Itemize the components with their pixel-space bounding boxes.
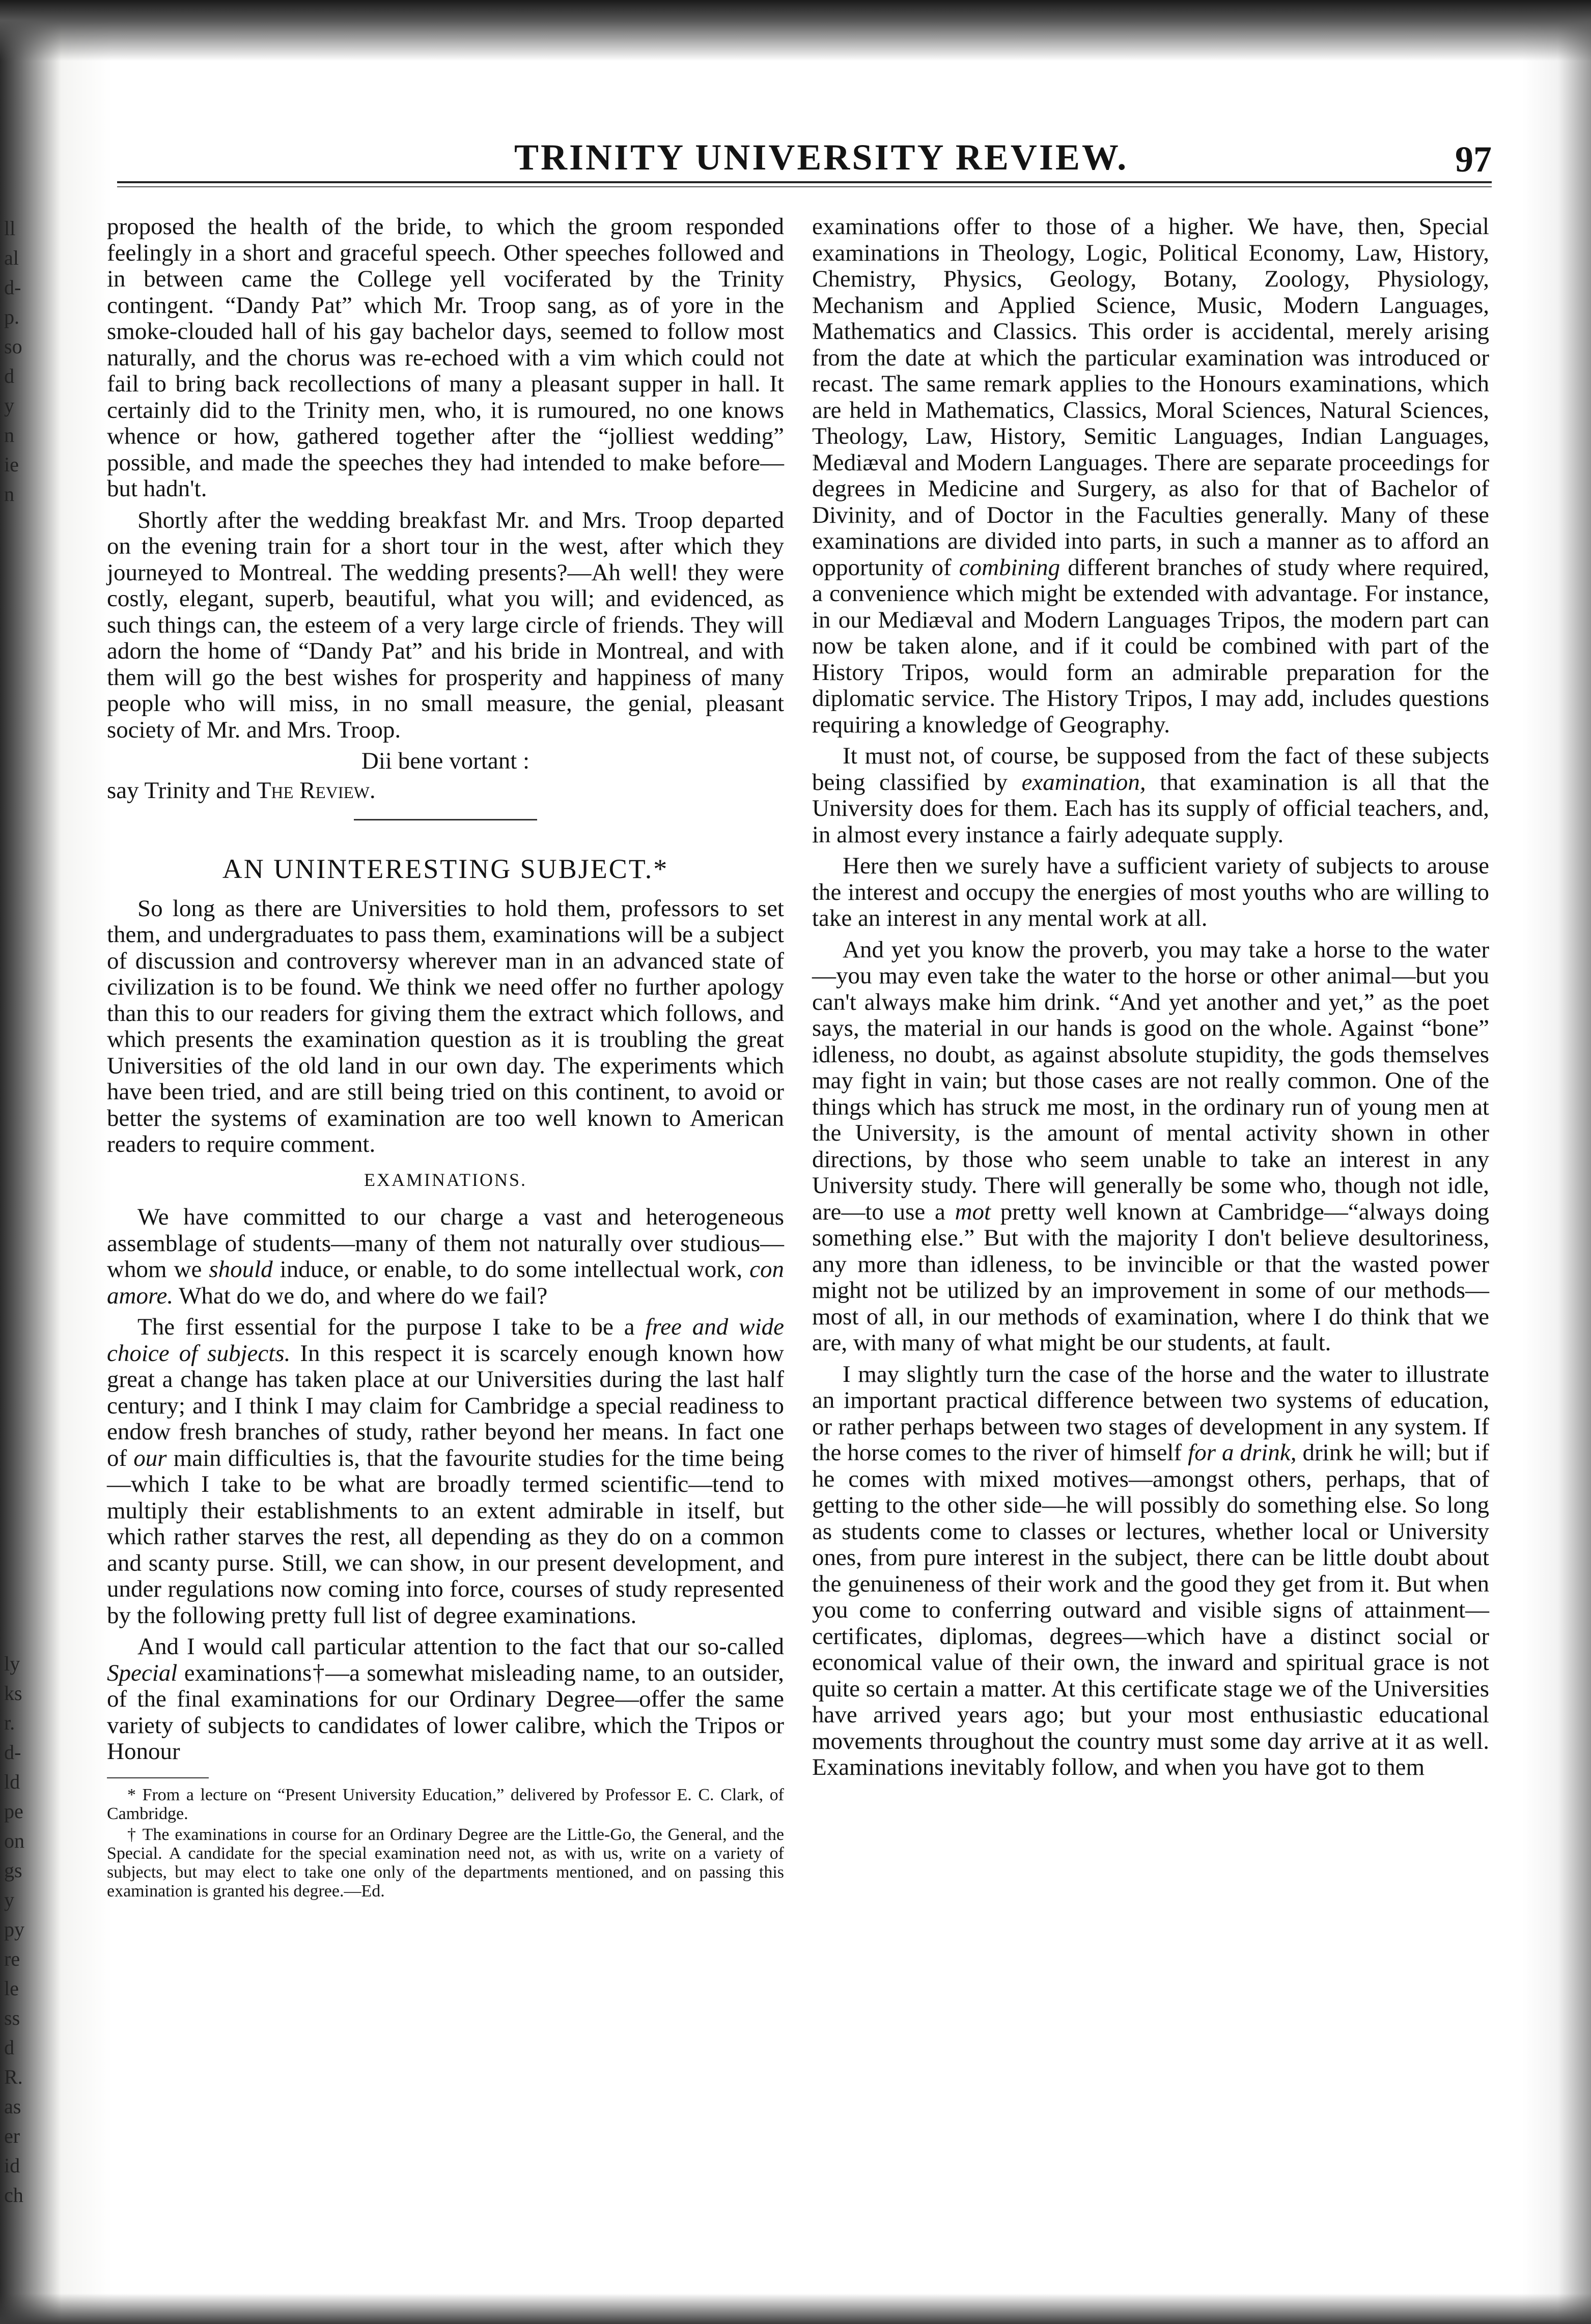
margin-fragment: y [4,394,14,417]
margin-fragment: n [4,483,14,505]
margin-fragment: id [4,2154,20,2177]
margin-fragment: d [4,364,14,387]
article-title: AN UNINTERESTING SUBJECT.* [222,854,669,884]
running-header [117,131,1492,187]
page-top-shadow [0,0,1591,61]
header-rule [117,181,1492,187]
margin-fragment: al [4,246,19,269]
margin-fragment: r. [4,1711,15,1734]
margin-fragment: er [4,2124,20,2147]
margin-fragment: re [4,1947,20,1970]
margin-fragment: on [4,1829,24,1852]
margin-fragment: pe [4,1800,23,1823]
wedding-paragraph-2: Shortly after the wedding breakfast Mr. and Mrs. Troop departed on the evening train for a short tour in the west, after which they journeyed to Montreal. The wedding presents?—Ah well! they were costly, elegant, superb, beautiful, what you will; and evidenced, as such things can, the esteem of a very large circle of friends. They will adorn the home of “Dandy Pat” and his bride in Montreal, and with them will go the best wishes for prosperity and happiness of many people who will miss, in no small measure, the genial, pleasant society of Mr. and Mrs. Troop. [107,506,784,743]
footnotes [107,1785,784,1901]
margin-fragment: d- [4,1741,21,1764]
margin-fragment: ly [4,1652,20,1675]
section-divider [354,819,537,820]
margin-fragment: so [4,335,22,358]
margin-fragment: p. [4,305,19,328]
examinations-paragraph-1: We have committed to our charge a vast and heterogeneous assemblage of students—many of them not naturally over studious—whom we should induce, or enable, to do some intellectual work, con amore. What do we do, and where do we fail? [107,1204,784,1309]
signoff-line [107,778,784,804]
margin-fragment: ss [4,2006,20,2029]
subheading-examinations: EXAMINATIONS. [364,1169,527,1190]
margin-fragment: y [4,1888,14,1911]
margin-fragment: ie [4,453,19,476]
journal-title: TRINITY UNIVERSITY REVIEW. [514,137,1129,178]
latin-motto: Dii bene vortant : [361,748,530,774]
margin-fragment: le [4,1977,19,2000]
left-column [107,214,784,1903]
article-intro: So long as there are Universities to hold them, professors to set them, and undergraduates to pass them, examinations will be a subject of discussion and controversy wherever man in an advanced state of civilization is to be found. We think we need offer no further apology than this to our readers for giving them the extract which follows, and which presents the examination question as it is troubling the great Universities of the old land in our own day. The experiments which have been tried, and are still being tried on this continent, to avoid or better the systems of examination are too well known to American readers to require comment. [107,895,784,1157]
right-paragraph-2: It must not, of course, be supposed from the fact of these subjects being classified by examination, that examination is all that the University does for them. Each has its supply of official teachers, and, in almost every instance a fairly adequate supply. [812,743,1489,848]
margin-fragment: ld [4,1770,20,1793]
margin-fragment: gs [4,1859,22,1882]
examinations-paragraph-2: The first essential for the purpose I take to be a free and wide choice of subjects. In this respect it is scarcely enough known how great a change has taken place at our Universities during the last half century; and I think I may claim for Cambridge a special readiness to endow fresh branches of study, rather beyond her means. In fact one of our main difficulties is, that the favourite studies for the time being—which I take to be what are broadly termed scientific—tend to multiply their establishments to an extent admirable in itself, but which rather starves the rest, all depending as they do on a common and scanty purse. Still, we can show, in our present development, and under regulations now coming into force, courses of study represented by the following pretty full list of degree examinations. [107,1314,784,1629]
footnote-lecture-source: * From a lecture on “Present University Education,” delivered by Professor E. C. Clark, of Cambridge. [107,1785,784,1823]
margin-fragments-top [4,214,24,509]
margin-fragment: ll [4,217,16,240]
page-bottom-shadow [0,2293,1591,2324]
footnote-ordinary-degree: † The examinations in course for an Ordinary Degree are the Little-Go, the General, and the Special. A candidate for the special examination need not, as with us, write on a variety of subjects, but may elect to take one only of the departments mentioned, and on passing this examination is granted his degree.—Ed. [107,1825,784,1901]
signoff-review: The Review. [256,777,376,804]
wedding-paragraph-1: proposed the health of the bride, to which the groom responded feelingly in a short and graceful speech. Other speeches followed and in between came the College yell vociferated by the Trinity contingent. “Dandy Pat” which Mr. Troop sang, as of yore in the smoke-clouded hall of his gay bachelor days, seemed to follow most naturally, and the chorus was re-echoed with a vim which could not fail to bring back recollections of many a pleasant supper in hall. It certainly did to the Trinity men, who, it is rumoured, no one knows whence or how, gathered together after the “jolliest wedding” possible, and made the speeches they had intended to make before—but hadn't. [107,213,784,502]
margin-fragment: d- [4,276,21,299]
margin-fragment: n [4,423,14,446]
right-paragraph-4: And yet you know the proverb, you may take a horse to the water—you may even take the water to the horse or other animal—but you can't always make him drink. “And yet another and yet,” as the poet says, the material in our hands is good on the whole. Against “bone” idleness, no doubt, as against absolute stupidity, the gods themselves may fight in vain; but those cases are not really common. One of the things which has struck me most, in the ordinary run of young men at the University, is the amount of mental activity shown in other directions, by those who seem unable to take an interest in any University study. There will generally be some who, though not idle, are—to use a mot pretty well known at Cambridge—“always doing something else.” But with the majority I don't believe desultoriness, any more than idleness, to be invincible or that the wasted power might not be utilized by an improvement in some of our methods—most of all, in our methods of examination, where I do think that we are, with many of what might be our students, at fault. [812,936,1489,1356]
footnote-rule [107,1777,209,1778]
right-column [812,214,1489,1786]
right-paragraph-1: examinations offer to those of a higher. We have, then, Special examinations in Theology, Logic, Political Economy, Law, History, Chemistry, Physics, Geology, Botany, Zoology, Physiology, Mechanism and Applied Science, Music, Modern Languages, Mathematics and Classics. This order is accidental, merely arising from the date at which the particular examination was introduced or recast. The same remark applies to the Honours examinations, which are held in Mathematics, Classics, Moral Sciences, Natural Sciences, Theology, Law, History, Semitic Languages, Indian Languages, Mediæval and Modern Languages. There are separate proceedings for degrees in Medicine and Surgery, as also for that of Bachelor of Divinity, and of Doctor in the Faculties generally. Many of these examinations are divided into parts, in such a manner as to afford an opportunity of combining different branches of study where required, a convenience which might be extended with advantage. For instance, in our Mediæval and Modern Languages Tripos, the modern part can now be taken alone, and if it could be combined with part of the History Tripos, would form an admirable preparation for the diplomatic service. The History Tripos, I may add, includes questions requiring a knowledge of Geography. [812,213,1489,738]
margin-fragment: R. [4,2065,23,2088]
page-number: 97 [1455,139,1492,180]
right-paragraph-3: Here then we surely have a sufficient variety of subjects to arouse the interest and occupy the energies of most youths who are willing to take an interest in any mental work at all. [812,853,1489,931]
margin-fragment: ch [4,2184,23,2206]
signoff-prefix: say Trinity and [107,777,257,804]
margin-fragment: as [4,2095,21,2118]
margin-fragment: ks [4,1682,22,1705]
margin-fragments-bottom [4,1649,24,2210]
examinations-paragraph-3: And I would call particular attention to the fact that our so-called Special examinations†—a somewhat misleading name, to an outsider, of the final examinations for our Ordinary Degree—offer the same variety of subjects to candidates of lower calibre, which the Tripos or Honour [107,1633,784,1765]
margin-fragment: d [4,2036,14,2059]
right-paragraph-5: I may slightly turn the case of the horse and the water to illustrate an important practical difference between two systems of education, or rather perhaps between two stages of development in any system. If the horse comes to the river of himself for a drink, drink he will; but if he comes with mixed motives—amongst others, perhaps, that of getting to the other side—he will possibly do something else. So long as students come to classes or lectures, whether local or University ones, from pure interest in the subject, there can be little doubt about the genuineness of their work and the good they get from it. But when you come to conferring outward and visible signs of attainment—certificates, diplomas, degrees—which have a distinct social or economical value of their own, the inward and spiritual grace is not quite so certain a matter. At this certificate stage we of the Universities have arrived years ago; but your most enthusiastic educational movements throughout the country must some day arrive at it as well. Examinations inevitably follow, and when you have got to them [812,1361,1490,1780]
margin-fragment: py [4,1918,24,1941]
